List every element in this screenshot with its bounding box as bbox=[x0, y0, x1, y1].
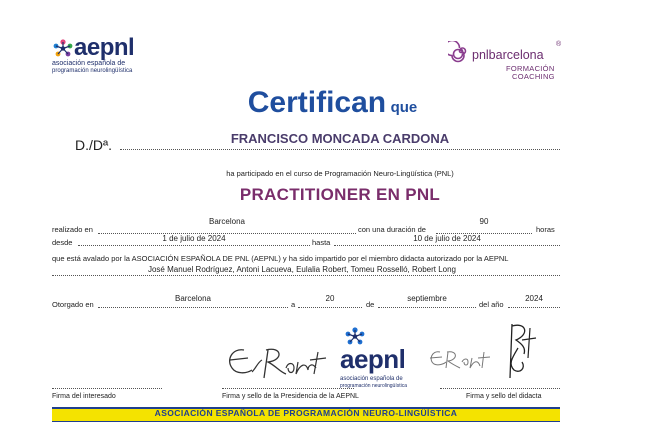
horas-label: horas bbox=[536, 225, 555, 234]
registered-mark: ® bbox=[556, 41, 562, 48]
aepnl-seal-people-icon bbox=[344, 326, 366, 346]
aepnl-logo-subtitle-2: programación neurolingüística bbox=[52, 68, 133, 74]
presidencia-line bbox=[222, 388, 354, 389]
realizado-label: realizado en bbox=[52, 225, 93, 234]
aepnl-logo-subtitle: asociación española de bbox=[52, 60, 126, 67]
day-value: 20 bbox=[325, 294, 335, 303]
pnlbarcelona-tagline-1: FORMACIÓN bbox=[506, 64, 555, 73]
certificate-title bbox=[200, 86, 465, 120]
del-ano-label: del año bbox=[479, 300, 504, 309]
hasta-value: 10 de julio de 2024 bbox=[413, 234, 481, 243]
course-intro: ha participado en el curso de Programación Neuro-Lingüística (PNL) bbox=[226, 169, 454, 178]
year-line bbox=[508, 307, 560, 308]
title-main: Certifican bbox=[247, 86, 387, 119]
interesado-label: Firma del interesado bbox=[52, 393, 116, 400]
aepnl-seal-subtitle: asociación española de bbox=[340, 376, 403, 382]
didacta-line bbox=[440, 388, 560, 389]
otorgado-label: Otorgado en bbox=[52, 300, 94, 309]
presidencia-signature bbox=[222, 338, 332, 386]
a-label: a bbox=[291, 300, 296, 309]
pnlbarcelona-tagline-2: COACHING bbox=[512, 72, 555, 81]
didactas-line bbox=[52, 275, 560, 276]
year-value: 2024 bbox=[525, 294, 543, 303]
title-suffix: que bbox=[390, 99, 418, 116]
aval-text: que está avalado por la ASOCIACIÓN ESPAÑOLA DE PNL (AEPNL) y ha sido impartido por el miembro didacta autorizado por la AEPNL bbox=[52, 254, 509, 263]
presidencia-label: Firma y sello de la Presidencia de la AEPNL bbox=[222, 393, 359, 400]
recipient-name: FRANCISCO MONCADA CARDONA bbox=[230, 131, 450, 146]
realizado-value: Barcelona bbox=[208, 217, 246, 226]
duracion-label: con una duración de bbox=[358, 225, 426, 234]
recipient-line bbox=[120, 149, 560, 150]
aepnl-logo-word: aepnl bbox=[74, 34, 135, 61]
interesado-line bbox=[52, 388, 162, 389]
aepnl-people-icon bbox=[52, 38, 74, 58]
pnlbarcelona-word: pnlbarcelona bbox=[472, 48, 544, 62]
didacta-label: Firma y sello del didacta bbox=[466, 393, 542, 400]
didacta-signature bbox=[426, 318, 556, 390]
day-line bbox=[298, 307, 362, 308]
desde-line bbox=[78, 245, 310, 246]
otorgado-city: Barcelona bbox=[174, 294, 212, 303]
desde-label: desde bbox=[52, 238, 73, 247]
duracion-value: 90 bbox=[479, 217, 489, 226]
hasta-label: hasta bbox=[312, 238, 331, 247]
aepnl-seal-subtitle-2: programación neurolingüística bbox=[340, 383, 407, 389]
didactas-names: José Manuel Rodríguez, Antoni Lacueva, Eulalia Robert, Tomeu Rosselló, Robert Long bbox=[147, 265, 457, 274]
recipient-label: D./Dª. bbox=[75, 137, 113, 153]
desde-value: 1 de julio de 2024 bbox=[162, 234, 226, 243]
de-label: de bbox=[366, 300, 375, 309]
course-name: PRACTITIONER EN PNL bbox=[239, 185, 441, 204]
month-line bbox=[378, 307, 476, 308]
month-value: septiembre bbox=[407, 294, 447, 303]
aepnl-seal-word: aepnl bbox=[340, 344, 406, 374]
otorgado-city-line bbox=[98, 307, 288, 308]
spiral-icon bbox=[448, 41, 470, 63]
footer-text: ASOCIACIÓN ESPAÑOLA DE PROGRAMACIÓN NEURO-LINGÜÍSTICA bbox=[154, 408, 458, 418]
hasta-line bbox=[334, 245, 560, 246]
